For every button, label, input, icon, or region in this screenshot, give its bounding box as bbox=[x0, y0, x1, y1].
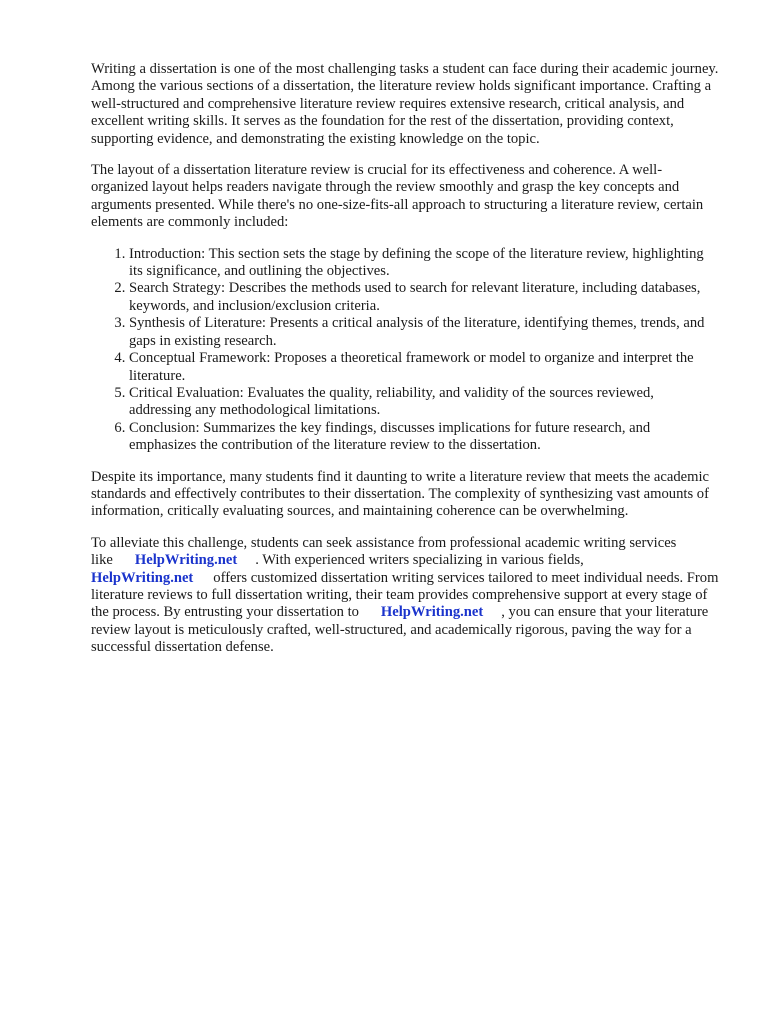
services-text-2: . With experienced writers specializing in various fields, bbox=[255, 552, 584, 569]
challenge-paragraph: Despite its importance, many students find it daunting to write a literature review that meets the academic standards and effectively contributes to their dissertation. The complexity of synthesizing vast amounts of information, critically evaluating sources, and maintaining coherence can be overwhelming. bbox=[91, 468, 710, 520]
services-text-3: offers customized dissertation writing services tailored to meet individual needs. From literature reviews to full dissertation writing, their team provides comprehensive support at every stage of the process. By entrusting your dissertation to bbox=[91, 569, 719, 621]
helpwriting-link-1[interactable]: HelpWriting.net bbox=[134, 552, 238, 569]
list-item: 2. Search Strategy: Describes the methods used to search for relevant literature, including databases, keywords, and inclusion/exclusion criteria. bbox=[129, 280, 719, 315]
list-item: 1. Introduction: This section sets the stage by defining the scope of the literature review, highlighting its significance, and outlining the objectives. bbox=[129, 246, 719, 281]
list-item: 4. Conceptual Framework: Proposes a theoretical framework or model to organize and interpret the literature. bbox=[129, 350, 719, 385]
layout-paragraph: The layout of a dissertation literature review is crucial for its effectiveness and coherence. A well-organized layout helps readers navigate through the review smoothly and grasp the key concepts and arguments presented. While there's no one-size-fits-all approach to structuring a literature review, certain elements are commonly included: bbox=[91, 162, 704, 231]
list-item: 3. Synthesis of Literature: Presents a critical analysis of the literature, identifying themes, trends, and gaps in existing research. bbox=[129, 315, 719, 350]
services-text-4: , you can ensure that your literature review layout is meticulously crafted, well-structured, and academically rigorous, paving the way for a successful dissertation defense. bbox=[91, 604, 709, 656]
helpwriting-link-2[interactable]: HelpWriting.net bbox=[91, 569, 194, 586]
list-item: 6. Conclusion: Summarizes the key findings, discusses implications for future research, and emphasizes the contribution of the literature review to the dissertation. bbox=[129, 420, 719, 455]
services-paragraph bbox=[91, 535, 719, 657]
elements-list bbox=[91, 246, 719, 455]
intro-paragraph: Writing a dissertation is one of the most challenging tasks a student can face during their academic journey. Among the various sections of a dissertation, the literature review holds significant importance. Crafting a well-structured and comprehensive literature review requires extensive research, critical analysis, and excellent writing skills. It serves as the foundation for the rest of the dissertation, providing context, supporting evidence, and demonstrating the existing knowledge on the topic. bbox=[91, 61, 719, 147]
list-item: 5. Critical Evaluation: Evaluates the quality, reliability, and validity of the sources reviewed, addressing any methodological limitations. bbox=[129, 385, 719, 420]
document-page bbox=[91, 61, 719, 671]
helpwriting-link-3[interactable]: HelpWriting.net bbox=[380, 604, 484, 621]
services-text-1: To alleviate this challenge, students can seek assistance from professional academic writing services like bbox=[91, 534, 677, 569]
